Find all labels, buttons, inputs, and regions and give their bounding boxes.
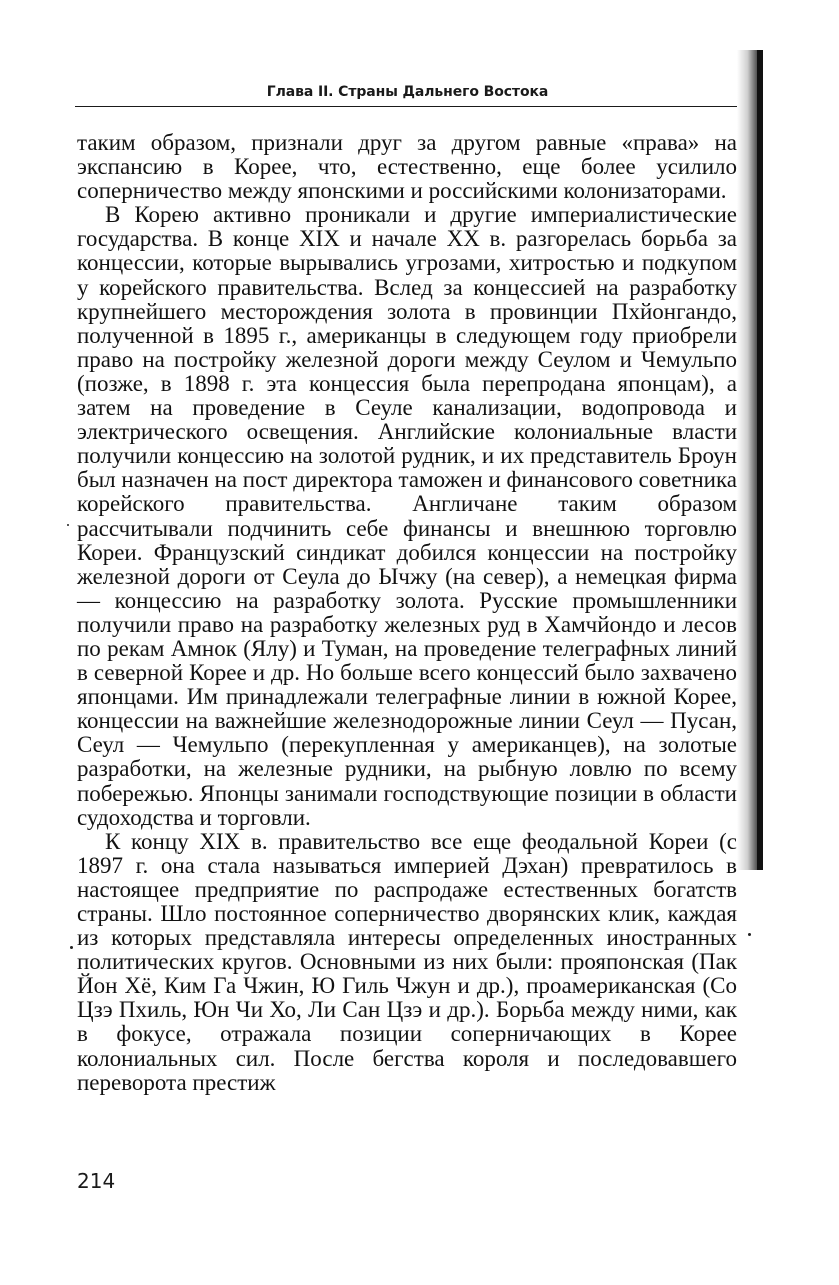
- scan-speck: [748, 933, 751, 936]
- paragraph-continuation: таким образом, признали друг за другом равные «права» на экспансию в Корее, что, естественно, еще более усилило соперничество между японскими и российскими колонизаторами.: [77, 130, 737, 204]
- scan-speck: [70, 946, 73, 949]
- page-number: 214: [77, 1169, 116, 1193]
- scan-speck: [67, 524, 69, 526]
- header-rule: [75, 106, 737, 107]
- binding-edge: [757, 50, 763, 870]
- binding-shadow: [737, 50, 763, 870]
- paragraph-concessions: В Корею активно проникали и другие империалистические государства. В конце XIX и начале XX в. разгорелась борьба за концессии, которые вырывались угрозами, хитростью и подкупом у корейского правительства. Вслед за концессией на разработку крупнейшего месторождения золота в провинции Пхйонгандо, полученной в 1895 г., американцы в следующем году приобрели право на постройку железной дороги между Сеулом и Чемульпо (позже, в 1898 г. эта концессия была перепродана японцам), а затем на проведение в Сеуле канализации, водопровода и электрического освещения. Английские колониальные власти получили концессию на золотой рудник, и их представитель Броун был назначен на пост директора таможен и финансового советника корейского правительства. Англичане таким образом рассчитывали подчинить себе финансы и внешнюю торговлю Кореи. Французский синдикат добился концессии на постройку железной дороги от Сеула до Ычжу (на север), а немецкая фирма — концессию на разработку золота. Русские промышленники получили право на разработку железных руд в Хамчйондо и лесов по рекам Амнок (Ялу) и Туман, на проведение телеграфных линий в северной Корее и др. Но больше всего концессий было захвачено японцами. Им принадлежали телеграфные линии в южной Корее, концессии на важнейшие железнодорожные линии Сеул — Пусан, Сеул — Чемульпо (перекупленная у американцев), на золотые разработки, на железные рудники, на рыбную ловлю по всему побережью. Японцы занимали господствующие позиции в области судоходства и торговли.: [77, 202, 737, 830]
- paragraph-korean-government: К концу XIX в. правительство все еще феодальной Кореи (с 1897 г. она стала называться империей Дэхан) превратилось в настоящее предприятие по распродаже естественных богатств страны. Шло постоянное соперничество дворянских клик, каждая из которых представляла интересы определенных иностранных политических кругов. Основными из них были: прояпонская (Пак Йон Хё, Ким Га Чжин, Ю Гиль Чжун и др.), проамериканская (Со Цзэ Пхиль, Юн Чи Хо, Ли Сан Цзэ и др.). Борьба между ними, как в фокусе, отражала позиции соперничающих в Корее колониальных сил. После бегства короля и последовавшего переворота престиж: [77, 828, 737, 1095]
- running-head: Глава II. Страны Дальнего Востока: [266, 84, 549, 100]
- body-text: [77, 131, 737, 1095]
